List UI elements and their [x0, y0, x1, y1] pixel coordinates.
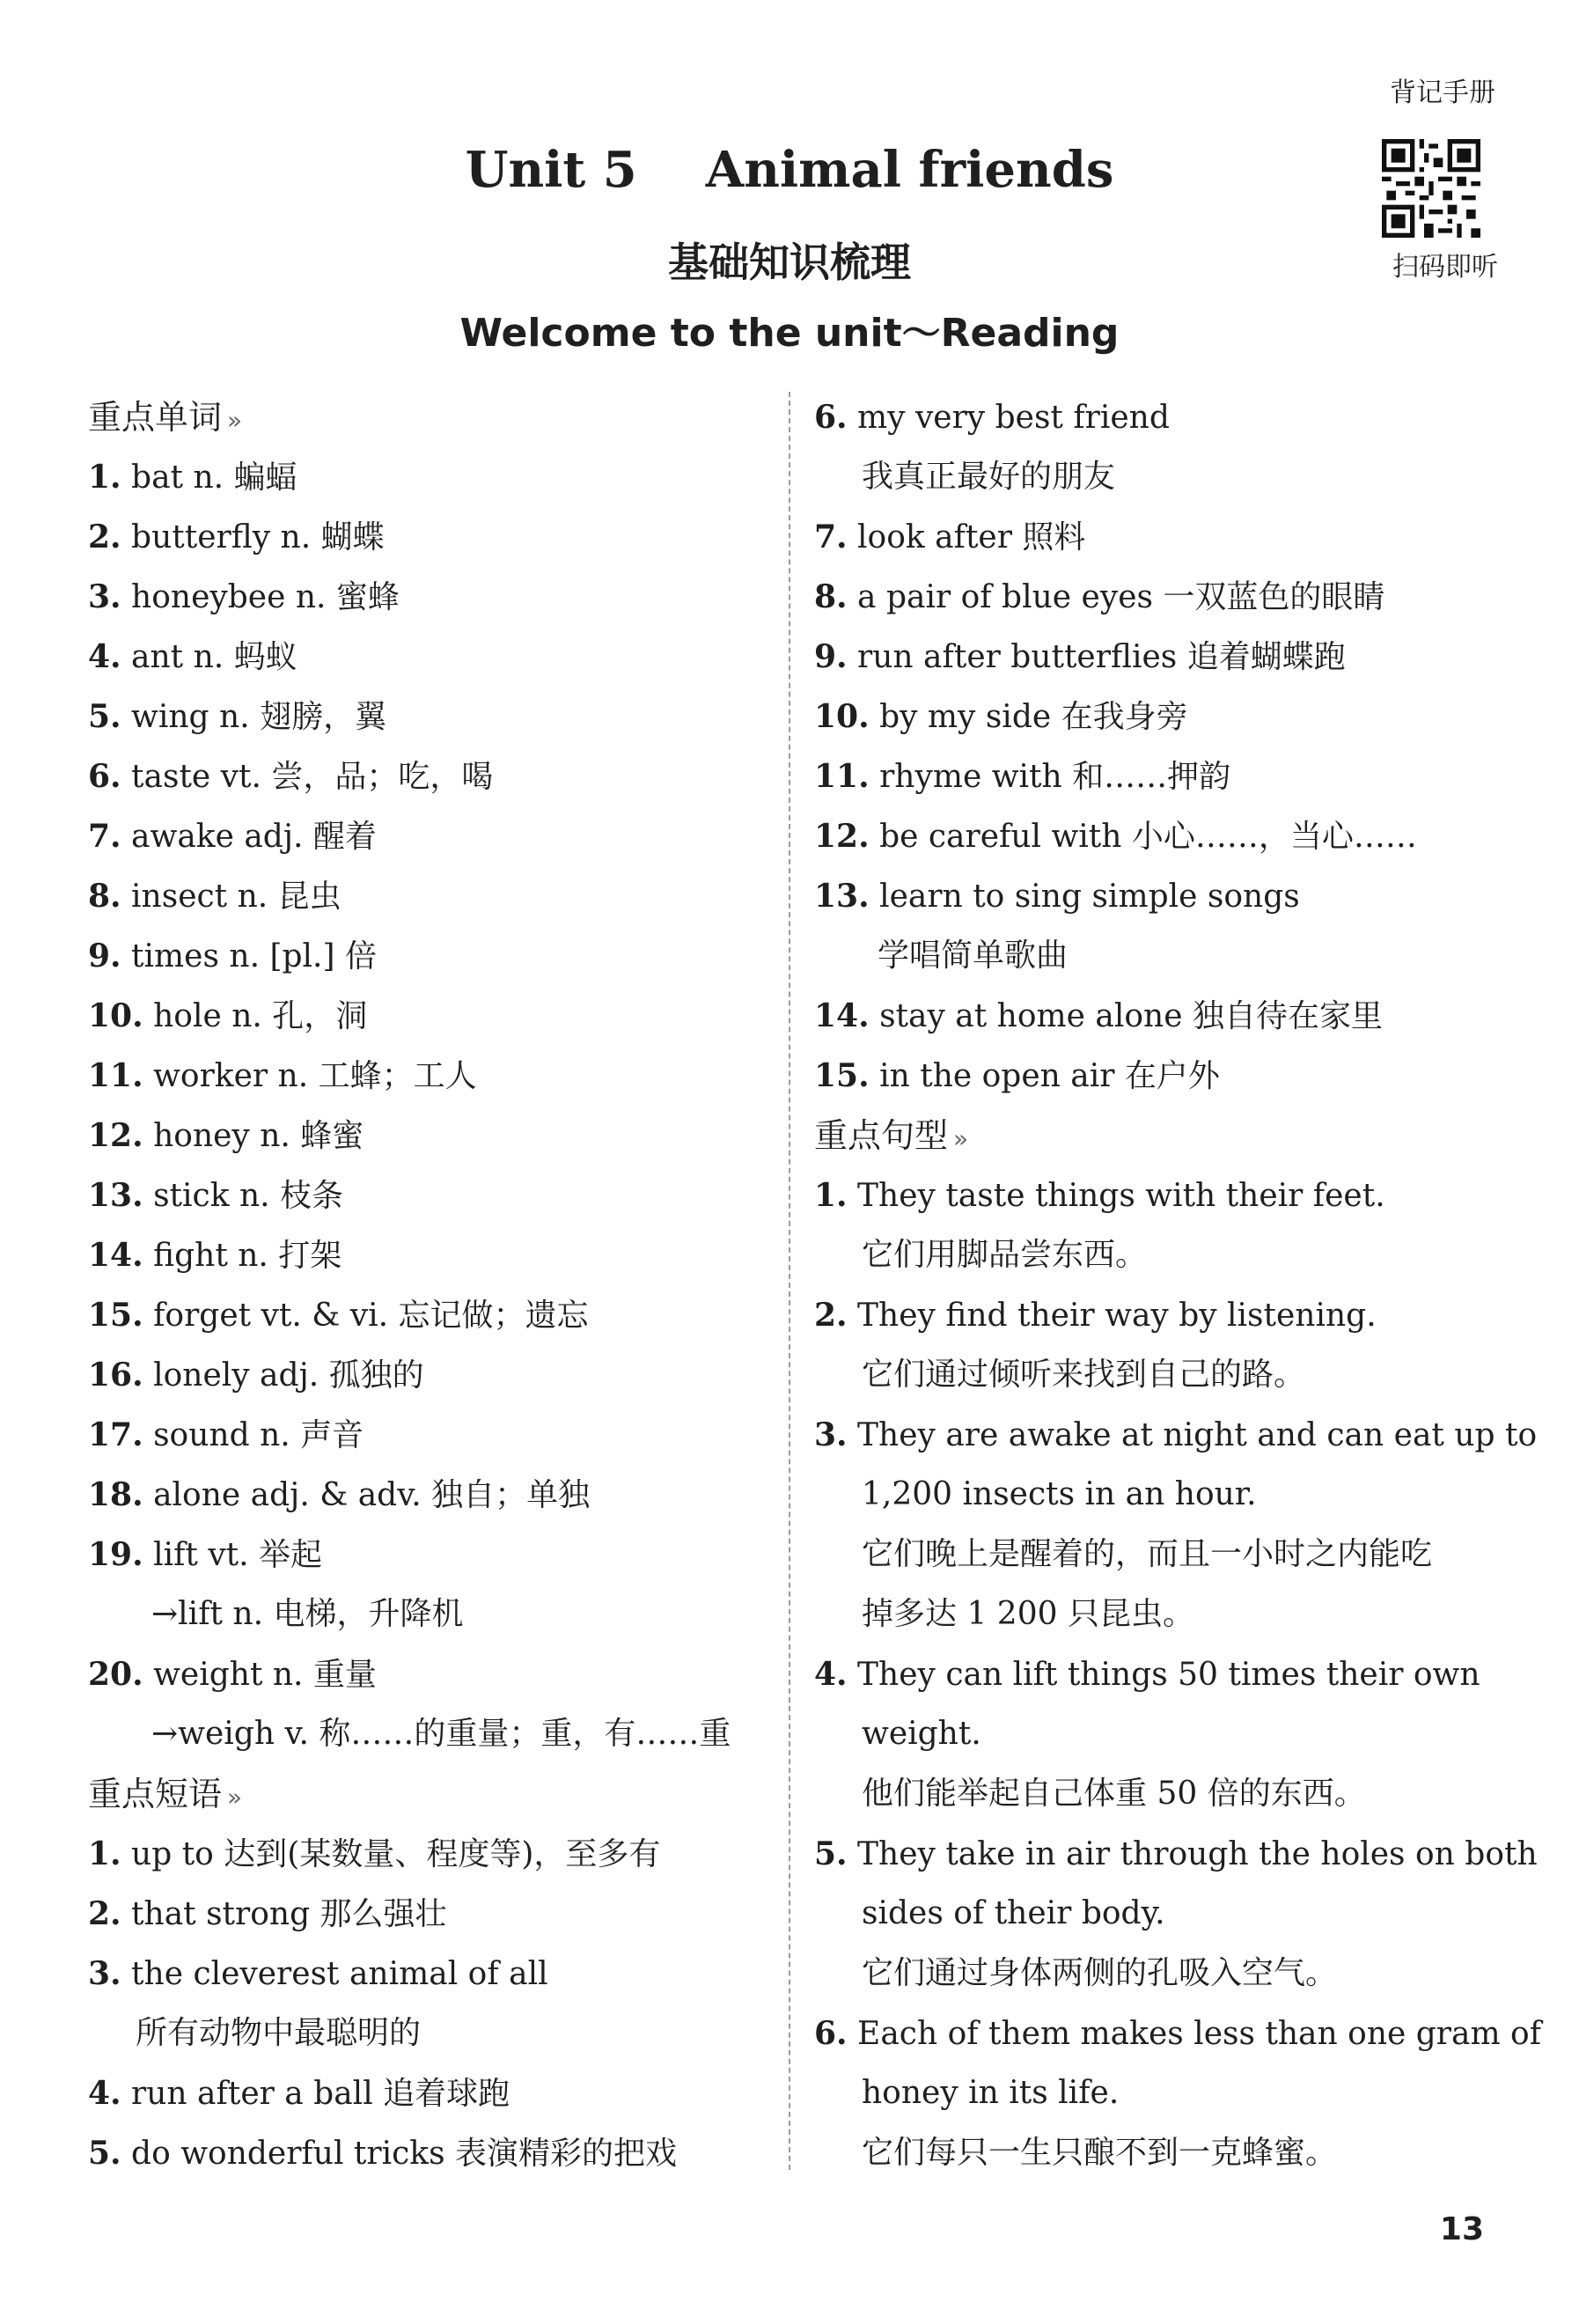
list-item-continuation: 它们通过倾听来找到自己的路。 [862, 1357, 1306, 1393]
list-item [88, 1225, 766, 1285]
item-number: 8. [88, 878, 121, 915]
section-heading-label: 重点单词 [88, 398, 223, 437]
item-text: They taste things with their feet. [847, 1178, 1385, 1214]
item-number: 4. [814, 1656, 848, 1693]
item-number: 4. [88, 638, 121, 675]
item-text: my very best friend [847, 400, 1170, 436]
list-item [814, 806, 1501, 866]
item-text: forget vt. & vi. 忘记做；遗忘 [143, 1298, 589, 1334]
item-number: 20. [88, 1656, 143, 1693]
chevron-right-icon: » [227, 1783, 243, 1812]
list-item [814, 507, 1501, 567]
list-item [88, 746, 766, 806]
list-item-continuation: 1,200 insects in an hour. [862, 1476, 1257, 1512]
list-item [814, 1285, 1501, 1345]
section-heading-label: 重点句型 [814, 1116, 949, 1155]
item-text: rhyme with 和……押韵 [869, 759, 1231, 795]
item-text: fight n. 打架 [143, 1238, 342, 1274]
item-number: 1. [88, 459, 121, 496]
item-number: 14. [814, 997, 870, 1034]
list-item [88, 1106, 766, 1166]
list-item-continuation: 它们通过身体两侧的孔吸入空气。 [862, 1955, 1338, 1991]
list-item [814, 687, 1501, 746]
item-text: the cleverest animal of all [121, 1956, 548, 1992]
list-item [88, 866, 766, 926]
section-heading [88, 1764, 766, 1824]
list-item [814, 866, 1501, 926]
item-number: 10. [88, 997, 143, 1034]
item-text: do wonderful tricks 表演精彩的把戏 [121, 2136, 677, 2172]
item-number: 3. [814, 1416, 848, 1453]
list-item [88, 567, 766, 627]
item-text: honeybee n. 蜜蜂 [121, 579, 400, 615]
unit-title: Unit 5 Animal friends [465, 141, 1114, 199]
item-text: that strong 那么强壮 [121, 1896, 447, 1932]
list-item [814, 1405, 1538, 1465]
item-number: 14. [88, 1237, 143, 1274]
item-number: 9. [814, 638, 848, 675]
list-item-continuation: →lift n. 电梯，升降机 [151, 1596, 464, 1632]
list-item-continuation: 所有动物中最聪明的 [136, 2015, 422, 2051]
list-item [88, 1166, 766, 1225]
item-number: 19. [88, 1536, 143, 1573]
item-number: 15. [814, 1057, 870, 1094]
item-text: be careful with 小心……，当心…… [869, 819, 1417, 855]
item-number: 6. [814, 399, 848, 436]
column-divider [789, 392, 790, 2170]
item-number: 13. [814, 878, 870, 915]
right-column [814, 387, 1542, 2183]
list-item-continuation: sides of their body. [862, 1895, 1165, 1931]
list-item [88, 2063, 766, 2123]
item-number: 9. [88, 938, 121, 974]
list-item-continuation: →weigh v. 称……的重量；重，有……重 [151, 1716, 731, 1752]
list-item [88, 1345, 766, 1405]
item-text: They can lift things 50 times their own [847, 1657, 1480, 1693]
item-text: butterfly n. 蝴蝶 [121, 519, 385, 555]
item-number: 7. [814, 518, 848, 555]
item-text: lonely adj. 孤独的 [143, 1357, 424, 1394]
list-item [88, 1644, 766, 1704]
item-number: 10. [814, 698, 870, 735]
section-heading [814, 1106, 1501, 1166]
item-number: 15. [88, 1297, 143, 1334]
list-item [88, 1525, 766, 1585]
item-text: wing n. 翅膀，翼 [121, 699, 387, 735]
list-item [88, 1285, 766, 1345]
section-heading [88, 387, 766, 447]
list-item-continuation: weight. [862, 1716, 981, 1752]
list-item [88, 1046, 766, 1106]
item-text: run after butterflies 追着蝴蝶跑 [847, 639, 1346, 675]
chevron-right-icon: » [953, 1124, 969, 1153]
item-text: taste vt. 尝，品；吃，喝 [121, 759, 494, 795]
section-title: 基础知识梳理 [668, 239, 911, 286]
item-text: insect n. 昆虫 [121, 879, 342, 915]
item-number: 5. [88, 2135, 121, 2172]
list-item [88, 687, 766, 746]
item-number: 6. [88, 758, 121, 795]
item-number: 5. [814, 1835, 848, 1872]
list-item [88, 806, 766, 866]
list-item [814, 1166, 1501, 1225]
item-text: learn to sing simple songs [869, 879, 1300, 915]
list-item [814, 986, 1501, 1046]
list-item-continuation: 他们能举起自己体重 50 倍的东西。 [862, 1776, 1366, 1812]
list-item [88, 1405, 766, 1465]
list-item [814, 627, 1501, 687]
item-text: alone adj. & adv. 独自；单独 [143, 1477, 591, 1513]
list-item [814, 746, 1501, 806]
list-item [814, 1824, 1538, 1884]
item-text: weight n. 重量 [143, 1657, 377, 1693]
list-item [88, 1884, 766, 1944]
list-item [88, 2123, 766, 2183]
qr-caption: 扫码即听 [1392, 252, 1498, 283]
item-number: 2. [814, 1297, 848, 1334]
list-item-continuation: 它们晚上是醒着的，而且一小时之内能吃 [862, 1536, 1433, 1572]
item-text: worker n. 工蜂；工人 [143, 1058, 477, 1094]
item-text: They are awake at night and can eat up to [847, 1417, 1538, 1453]
item-number: 3. [88, 1955, 121, 1992]
item-number: 11. [88, 1057, 143, 1094]
item-text: a pair of blue eyes 一双蓝色的眼睛 [847, 579, 1385, 615]
item-text: sound n. 声音 [143, 1417, 364, 1453]
list-item [814, 567, 1501, 627]
item-number: 5. [88, 698, 121, 735]
item-text: lift vt. 举起 [143, 1537, 323, 1573]
list-item [814, 1644, 1501, 1704]
item-number: 7. [88, 818, 121, 855]
item-number: 12. [88, 1117, 143, 1154]
list-item [88, 1824, 766, 1884]
item-number: 13. [88, 1177, 143, 1214]
item-text: Each of them makes less than one gram of [847, 2016, 1542, 2052]
item-number: 12. [814, 818, 870, 855]
item-text: awake adj. 醒着 [121, 819, 377, 855]
list-item-continuation: 学唱简单歌曲 [878, 938, 1069, 974]
item-text: hole n. 孔，洞 [143, 998, 368, 1034]
list-item-continuation: 我真正最好的朋友 [862, 459, 1116, 495]
item-number: 17. [88, 1416, 143, 1453]
item-text: bat n. 蝙蝠 [121, 460, 297, 496]
item-text: run after a ball 追着球跑 [121, 2076, 510, 2112]
item-number: 8. [814, 578, 848, 615]
list-item [814, 1046, 1501, 1106]
list-item [814, 2004, 1542, 2063]
list-item-continuation: 它们用脚品尝东西。 [862, 1237, 1148, 1273]
item-text: They take in air through the holes on both [847, 1836, 1538, 1872]
item-text: in the open air 在户外 [869, 1058, 1220, 1094]
item-text: look after 照料 [847, 519, 1086, 555]
list-item [88, 447, 766, 507]
item-number: 11. [814, 758, 870, 795]
item-text: by my side 在我身旁 [869, 699, 1188, 735]
page-number: 13 [1439, 2211, 1484, 2247]
list-item-continuation: 掉多达 1 200 只昆虫。 [862, 1596, 1194, 1632]
list-item-continuation: honey in its life. [862, 2075, 1120, 2111]
list-item [88, 507, 766, 567]
item-text: stay at home alone 独自待在家里 [869, 998, 1383, 1034]
item-text: times n. [pl.] 倍 [121, 938, 377, 974]
section-heading-label: 重点短语 [88, 1775, 223, 1813]
item-number: 4. [88, 2075, 121, 2112]
handbook-label: 背记手册 [1390, 77, 1495, 108]
list-item [88, 986, 766, 1046]
item-number: 18. [88, 1476, 143, 1513]
list-item [88, 1944, 766, 2004]
item-number: 1. [814, 1177, 848, 1214]
item-text: honey n. 蜂蜜 [143, 1118, 364, 1154]
item-text: They find their way by listening. [847, 1298, 1377, 1334]
chevron-right-icon: » [227, 406, 243, 435]
item-text: ant n. 蚂蚁 [121, 639, 297, 675]
list-item-continuation: 它们每只一生只酿不到一克蜂蜜。 [862, 2135, 1338, 2171]
item-number: 1. [88, 1835, 121, 1872]
item-number: 2. [88, 518, 121, 555]
left-column [88, 387, 766, 2183]
item-number: 16. [88, 1357, 143, 1394]
item-text: up to 达到(某数量、程度等)，至多有 [121, 1836, 661, 1872]
item-text: stick n. 枝条 [143, 1178, 344, 1214]
lesson-subtitle: Welcome to the unit～Reading [459, 311, 1120, 356]
list-item [88, 1465, 766, 1525]
list-item [88, 926, 766, 986]
item-number: 2. [88, 1895, 121, 1932]
item-number: 6. [814, 2015, 848, 2052]
item-number: 3. [88, 578, 121, 615]
list-item [814, 387, 1501, 447]
list-item [88, 627, 766, 687]
